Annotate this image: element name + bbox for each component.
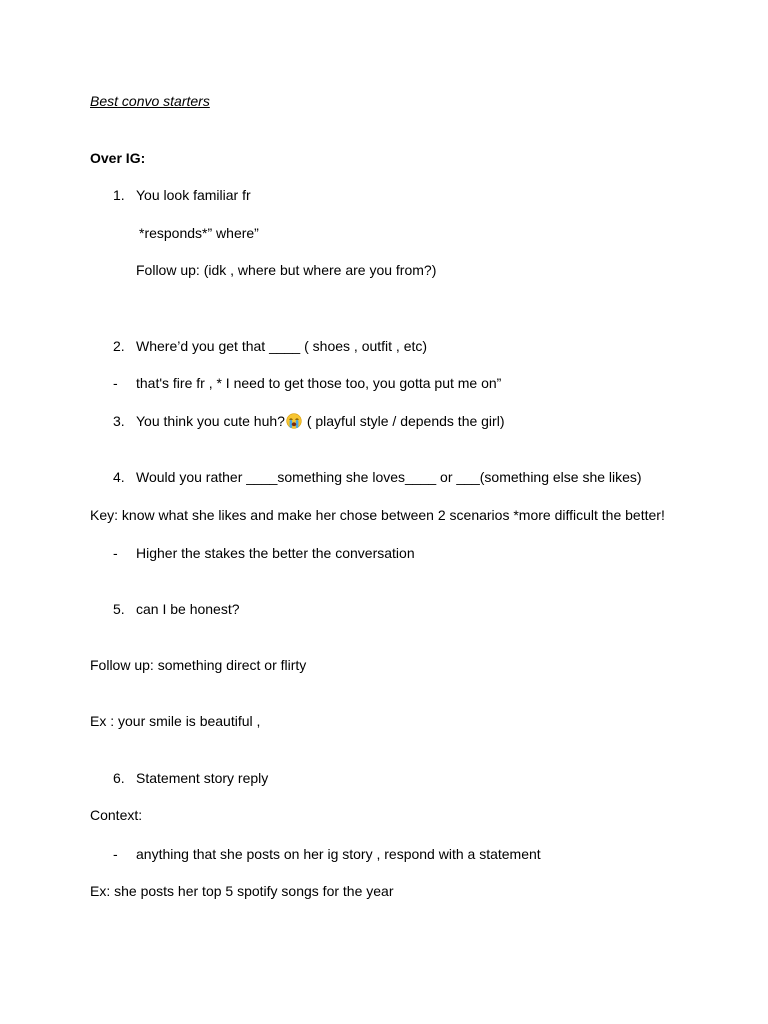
followup-line: Follow up: something direct or flirty bbox=[90, 657, 307, 673]
list-item: Where’d you get that ____ ( shoes , outfit , etc) bbox=[136, 338, 428, 354]
list-item: Would you rather ____something she loves____ or ___(something else she likes) bbox=[136, 469, 642, 485]
document-title: Best convo starters bbox=[90, 93, 210, 109]
list-item-marker: 5. bbox=[113, 601, 125, 617]
list-item: You look familiar fr bbox=[136, 187, 251, 203]
list-item-marker: 4. bbox=[113, 469, 125, 485]
list-item-marker: 3. bbox=[113, 413, 125, 429]
list-item: can I be honest? bbox=[136, 601, 240, 617]
list-item-marker: 1. bbox=[113, 187, 125, 203]
example-line: Ex : your smile is beautiful , bbox=[90, 713, 261, 729]
dash-item: anything that she posts on her ig story , respond with a statement bbox=[136, 846, 541, 862]
list-item-text: You think you cute huh? bbox=[136, 413, 285, 429]
list-item: Statement story reply bbox=[136, 770, 269, 786]
dash-marker: - bbox=[113, 375, 118, 391]
key-line: Key: know what she likes and make her chose between 2 scenarios *more difficult the better! bbox=[90, 507, 665, 523]
list-item-marker: 2. bbox=[113, 338, 125, 354]
list-item-marker: 6. bbox=[113, 770, 125, 786]
dash-marker: - bbox=[113, 545, 118, 561]
dash-marker: - bbox=[113, 846, 118, 862]
dash-item: Higher the stakes the better the conversation bbox=[136, 545, 415, 561]
context-label: Context: bbox=[90, 807, 143, 823]
section-heading: Over IG: bbox=[90, 150, 146, 166]
list-item bbox=[136, 413, 504, 429]
example-line: Ex: she posts her top 5 spotify songs for the year bbox=[90, 883, 394, 899]
crying-face-icon bbox=[286, 413, 302, 429]
dash-item: that's fire fr , * I need to get those too, you gotta put me on” bbox=[136, 375, 502, 391]
list-item-text-suffix: ( playful style / depends the girl) bbox=[302, 413, 505, 429]
response-line: *responds*” where” bbox=[139, 225, 259, 241]
followup-line: Follow up: (idk , where but where are you from?) bbox=[136, 262, 437, 278]
